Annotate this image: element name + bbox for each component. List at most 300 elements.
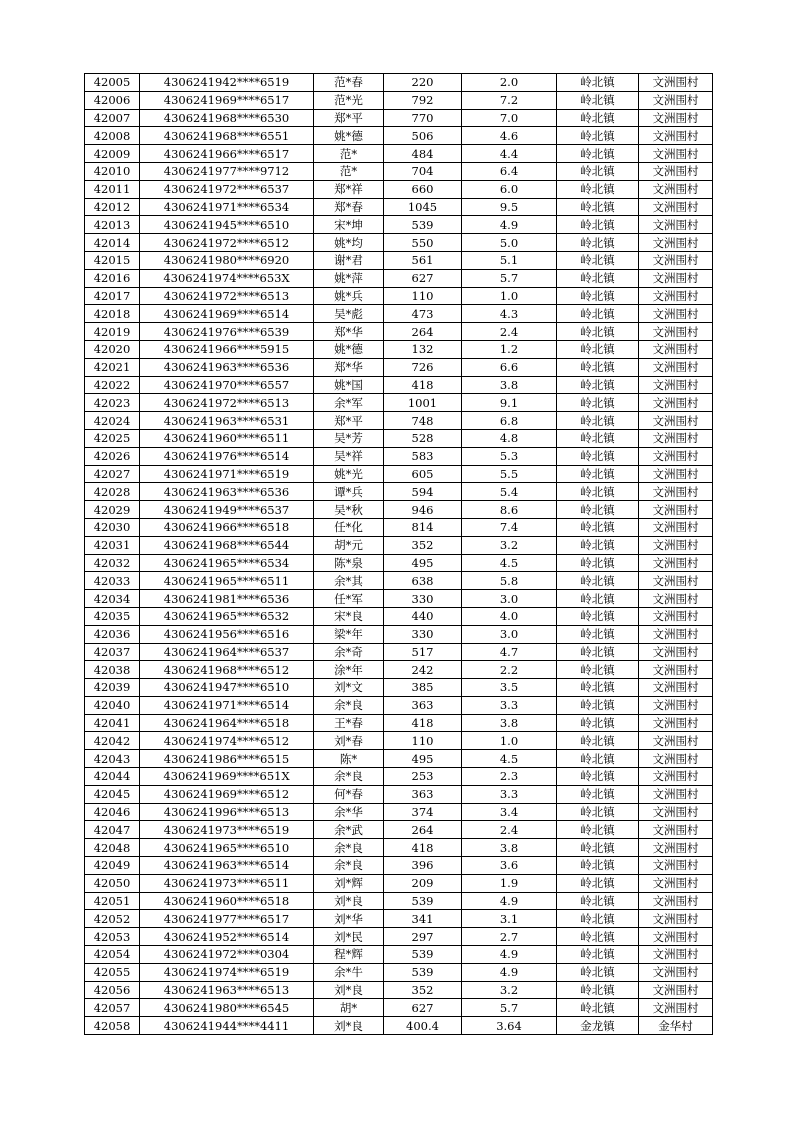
table-row xyxy=(85,216,713,234)
village-cell: 文洲围村 xyxy=(639,590,713,608)
name-cell: 谢*君 xyxy=(314,251,384,269)
town-cell: 金龙镇 xyxy=(557,1017,639,1035)
row-number-cell: 42051 xyxy=(85,892,140,910)
id-number-cell: 4306241963****6514 xyxy=(140,857,314,875)
area-cell: 4.9 xyxy=(462,963,557,981)
row-number-cell: 42047 xyxy=(85,821,140,839)
table-row xyxy=(85,785,713,803)
name-cell: 姚*萍 xyxy=(314,269,384,287)
town-cell: 岭北镇 xyxy=(557,536,639,554)
town-cell: 岭北镇 xyxy=(557,910,639,928)
id-number-cell: 4306241965****6534 xyxy=(140,554,314,572)
name-cell: 郑*华 xyxy=(314,358,384,376)
name-cell: 刘*良 xyxy=(314,892,384,910)
village-cell: 文洲围村 xyxy=(639,145,713,163)
row-number-cell: 42005 xyxy=(85,74,140,92)
table-row xyxy=(85,590,713,608)
amount-cell: 539 xyxy=(384,216,462,234)
id-number-cell: 4306241971****6534 xyxy=(140,198,314,216)
area-cell: 4.9 xyxy=(462,892,557,910)
area-cell: 1.9 xyxy=(462,874,557,892)
village-cell: 文洲围村 xyxy=(639,394,713,412)
village-cell: 文洲围村 xyxy=(639,323,713,341)
row-number-cell: 42050 xyxy=(85,874,140,892)
row-number-cell: 42028 xyxy=(85,483,140,501)
village-cell: 文洲围村 xyxy=(639,518,713,536)
amount-cell: 297 xyxy=(384,928,462,946)
table-row xyxy=(85,376,713,394)
name-cell: 姚*德 xyxy=(314,340,384,358)
row-number-cell: 42027 xyxy=(85,465,140,483)
amount-cell: 418 xyxy=(384,376,462,394)
village-cell: 文洲围村 xyxy=(639,785,713,803)
amount-cell: 605 xyxy=(384,465,462,483)
id-number-cell: 4306241972****6513 xyxy=(140,287,314,305)
village-cell: 文洲围村 xyxy=(639,536,713,554)
town-cell: 岭北镇 xyxy=(557,839,639,857)
name-cell: 刘*民 xyxy=(314,928,384,946)
area-cell: 5.1 xyxy=(462,251,557,269)
name-cell: 刘*春 xyxy=(314,732,384,750)
area-cell: 6.4 xyxy=(462,162,557,180)
town-cell: 岭北镇 xyxy=(557,180,639,198)
town-cell: 岭北镇 xyxy=(557,857,639,875)
town-cell: 岭北镇 xyxy=(557,714,639,732)
amount-cell: 748 xyxy=(384,412,462,430)
table-row xyxy=(85,323,713,341)
table-row xyxy=(85,946,713,964)
town-cell: 岭北镇 xyxy=(557,376,639,394)
town-cell: 岭北镇 xyxy=(557,358,639,376)
area-cell: 6.0 xyxy=(462,180,557,198)
village-cell: 文洲围村 xyxy=(639,572,713,590)
town-cell: 岭北镇 xyxy=(557,554,639,572)
table-row xyxy=(85,340,713,358)
area-cell: 6.8 xyxy=(462,412,557,430)
table-row xyxy=(85,465,713,483)
row-number-cell: 42025 xyxy=(85,429,140,447)
amount-cell: 539 xyxy=(384,892,462,910)
name-cell: 余*良 xyxy=(314,857,384,875)
amount-cell: 330 xyxy=(384,590,462,608)
town-cell: 岭北镇 xyxy=(557,661,639,679)
area-cell: 8.6 xyxy=(462,501,557,519)
amount-cell: 517 xyxy=(384,643,462,661)
town-cell: 岭北镇 xyxy=(557,429,639,447)
village-cell: 文洲围村 xyxy=(639,465,713,483)
name-cell: 刘*良 xyxy=(314,981,384,999)
amount-cell: 242 xyxy=(384,661,462,679)
name-cell: 刘*文 xyxy=(314,679,384,697)
town-cell: 岭北镇 xyxy=(557,483,639,501)
id-number-cell: 4306241968****6551 xyxy=(140,127,314,145)
row-number-cell: 42040 xyxy=(85,696,140,714)
table-row xyxy=(85,892,713,910)
id-number-cell: 4306241963****6531 xyxy=(140,412,314,430)
name-cell: 郑*平 xyxy=(314,109,384,127)
area-cell: 9.5 xyxy=(462,198,557,216)
name-cell: 任*化 xyxy=(314,518,384,536)
village-cell: 文洲围村 xyxy=(639,696,713,714)
town-cell: 岭北镇 xyxy=(557,785,639,803)
village-cell: 文洲围村 xyxy=(639,447,713,465)
village-cell: 文洲围村 xyxy=(639,874,713,892)
area-cell: 3.3 xyxy=(462,785,557,803)
row-number-cell: 42026 xyxy=(85,447,140,465)
area-cell: 2.2 xyxy=(462,661,557,679)
id-number-cell: 4306241968****6544 xyxy=(140,536,314,554)
name-cell: 余*良 xyxy=(314,696,384,714)
town-cell: 岭北镇 xyxy=(557,732,639,750)
village-cell: 文洲围村 xyxy=(639,946,713,964)
area-cell: 5.7 xyxy=(462,269,557,287)
name-cell: 刘*良 xyxy=(314,1017,384,1035)
row-number-cell: 42020 xyxy=(85,340,140,358)
village-cell: 文洲围村 xyxy=(639,679,713,697)
amount-cell: 341 xyxy=(384,910,462,928)
name-cell: 姚*均 xyxy=(314,234,384,252)
town-cell: 岭北镇 xyxy=(557,269,639,287)
name-cell: 程*辉 xyxy=(314,946,384,964)
town-cell: 岭北镇 xyxy=(557,109,639,127)
amount-cell: 400.4 xyxy=(384,1017,462,1035)
row-number-cell: 42049 xyxy=(85,857,140,875)
name-cell: 吴*芳 xyxy=(314,429,384,447)
row-number-cell: 42043 xyxy=(85,750,140,768)
village-cell: 金华村 xyxy=(639,1017,713,1035)
name-cell: 余*牛 xyxy=(314,963,384,981)
row-number-cell: 42031 xyxy=(85,536,140,554)
village-cell: 文洲围村 xyxy=(639,483,713,501)
id-number-cell: 4306241963****6513 xyxy=(140,981,314,999)
id-number-cell: 4306241973****6519 xyxy=(140,821,314,839)
town-cell: 岭北镇 xyxy=(557,803,639,821)
name-cell: 姚*国 xyxy=(314,376,384,394)
id-number-cell: 4306241966****5915 xyxy=(140,340,314,358)
table-row xyxy=(85,518,713,536)
name-cell: 姚*兵 xyxy=(314,287,384,305)
amount-cell: 220 xyxy=(384,74,462,92)
table-row xyxy=(85,1017,713,1035)
area-cell: 4.4 xyxy=(462,145,557,163)
town-cell: 岭北镇 xyxy=(557,590,639,608)
id-number-cell: 4306241965****6511 xyxy=(140,572,314,590)
village-cell: 文洲围村 xyxy=(639,821,713,839)
id-number-cell: 4306241949****6537 xyxy=(140,501,314,519)
table-row xyxy=(85,162,713,180)
village-cell: 文洲围村 xyxy=(639,127,713,145)
village-cell: 文洲围村 xyxy=(639,340,713,358)
table-row xyxy=(85,251,713,269)
id-number-cell: 4306241960****6518 xyxy=(140,892,314,910)
row-number-cell: 42008 xyxy=(85,127,140,145)
table-row xyxy=(85,768,713,786)
table-body xyxy=(85,74,713,1035)
id-number-cell: 4306241981****6536 xyxy=(140,590,314,608)
name-cell: 宋*坤 xyxy=(314,216,384,234)
id-number-cell: 4306241966****6518 xyxy=(140,518,314,536)
amount-cell: 561 xyxy=(384,251,462,269)
village-cell: 文洲围村 xyxy=(639,857,713,875)
area-cell: 4.7 xyxy=(462,643,557,661)
name-cell: 余*华 xyxy=(314,803,384,821)
id-number-cell: 4306241966****6517 xyxy=(140,145,314,163)
id-number-cell: 4306241972****6537 xyxy=(140,180,314,198)
name-cell: 王*春 xyxy=(314,714,384,732)
area-cell: 3.4 xyxy=(462,803,557,821)
village-cell: 文洲围村 xyxy=(639,768,713,786)
amount-cell: 396 xyxy=(384,857,462,875)
id-number-cell: 4306241972****6513 xyxy=(140,394,314,412)
amount-cell: 726 xyxy=(384,358,462,376)
area-cell: 7.2 xyxy=(462,91,557,109)
table-row xyxy=(85,750,713,768)
table-row xyxy=(85,269,713,287)
row-number-cell: 42057 xyxy=(85,999,140,1017)
town-cell: 岭北镇 xyxy=(557,572,639,590)
row-number-cell: 42012 xyxy=(85,198,140,216)
table-row xyxy=(85,74,713,92)
table-row xyxy=(85,821,713,839)
village-cell: 文洲围村 xyxy=(639,643,713,661)
area-cell: 3.0 xyxy=(462,590,557,608)
row-number-cell: 42038 xyxy=(85,661,140,679)
amount-cell: 264 xyxy=(384,323,462,341)
town-cell: 岭北镇 xyxy=(557,874,639,892)
amount-cell: 363 xyxy=(384,696,462,714)
name-cell: 范*春 xyxy=(314,74,384,92)
id-number-cell: 4306241947****6510 xyxy=(140,679,314,697)
id-number-cell: 4306241963****6536 xyxy=(140,358,314,376)
amount-cell: 495 xyxy=(384,554,462,572)
village-cell: 文洲围村 xyxy=(639,803,713,821)
row-number-cell: 42010 xyxy=(85,162,140,180)
table-row xyxy=(85,127,713,145)
name-cell: 谭*兵 xyxy=(314,483,384,501)
id-number-cell: 4306241965****6532 xyxy=(140,607,314,625)
area-cell: 5.7 xyxy=(462,999,557,1017)
village-cell: 文洲围村 xyxy=(639,198,713,216)
row-number-cell: 42015 xyxy=(85,251,140,269)
name-cell: 胡* xyxy=(314,999,384,1017)
area-cell: 2.4 xyxy=(462,821,557,839)
name-cell: 郑*春 xyxy=(314,198,384,216)
name-cell: 姚*光 xyxy=(314,465,384,483)
town-cell: 岭北镇 xyxy=(557,127,639,145)
row-number-cell: 42024 xyxy=(85,412,140,430)
village-cell: 文洲围村 xyxy=(639,376,713,394)
area-cell: 3.2 xyxy=(462,536,557,554)
name-cell: 郑*平 xyxy=(314,412,384,430)
village-cell: 文洲围村 xyxy=(639,287,713,305)
id-number-cell: 4306241980****6920 xyxy=(140,251,314,269)
row-number-cell: 42007 xyxy=(85,109,140,127)
table-row xyxy=(85,981,713,999)
village-cell: 文洲围村 xyxy=(639,216,713,234)
table-row xyxy=(85,447,713,465)
row-number-cell: 42033 xyxy=(85,572,140,590)
area-cell: 3.64 xyxy=(462,1017,557,1035)
row-number-cell: 42021 xyxy=(85,358,140,376)
amount-cell: 352 xyxy=(384,536,462,554)
area-cell: 7.0 xyxy=(462,109,557,127)
row-number-cell: 42037 xyxy=(85,643,140,661)
village-cell: 文洲围村 xyxy=(639,91,713,109)
id-number-cell: 4306241960****6511 xyxy=(140,429,314,447)
amount-cell: 484 xyxy=(384,145,462,163)
village-cell: 文洲围村 xyxy=(639,412,713,430)
name-cell: 余*其 xyxy=(314,572,384,590)
area-cell: 2.4 xyxy=(462,323,557,341)
row-number-cell: 42013 xyxy=(85,216,140,234)
id-number-cell: 4306241969****6517 xyxy=(140,91,314,109)
amount-cell: 132 xyxy=(384,340,462,358)
row-number-cell: 42055 xyxy=(85,963,140,981)
table-row xyxy=(85,696,713,714)
name-cell: 胡*元 xyxy=(314,536,384,554)
row-number-cell: 42032 xyxy=(85,554,140,572)
table-row xyxy=(85,109,713,127)
row-number-cell: 42035 xyxy=(85,607,140,625)
village-cell: 文洲围村 xyxy=(639,625,713,643)
id-number-cell: 4306241965****6510 xyxy=(140,839,314,857)
id-number-cell: 4306241964****6537 xyxy=(140,643,314,661)
table-row xyxy=(85,429,713,447)
area-cell: 4.9 xyxy=(462,946,557,964)
town-cell: 岭北镇 xyxy=(557,821,639,839)
amount-cell: 627 xyxy=(384,269,462,287)
town-cell: 岭北镇 xyxy=(557,892,639,910)
amount-cell: 418 xyxy=(384,714,462,732)
area-cell: 5.3 xyxy=(462,447,557,465)
id-number-cell: 4306241980****6545 xyxy=(140,999,314,1017)
area-cell: 6.6 xyxy=(462,358,557,376)
village-cell: 文洲围村 xyxy=(639,750,713,768)
table-row xyxy=(85,412,713,430)
table-row xyxy=(85,803,713,821)
row-number-cell: 42022 xyxy=(85,376,140,394)
amount-cell: 627 xyxy=(384,999,462,1017)
village-cell: 文洲围村 xyxy=(639,981,713,999)
row-number-cell: 42041 xyxy=(85,714,140,732)
name-cell: 吴*彪 xyxy=(314,305,384,323)
name-cell: 刘*辉 xyxy=(314,874,384,892)
name-cell: 余*良 xyxy=(314,768,384,786)
amount-cell: 440 xyxy=(384,607,462,625)
village-cell: 文洲围村 xyxy=(639,963,713,981)
table-row xyxy=(85,661,713,679)
row-number-cell: 42054 xyxy=(85,946,140,964)
table-row xyxy=(85,732,713,750)
village-cell: 文洲围村 xyxy=(639,928,713,946)
id-number-cell: 4306241963****6536 xyxy=(140,483,314,501)
name-cell: 梁*年 xyxy=(314,625,384,643)
id-number-cell: 4306241971****6514 xyxy=(140,696,314,714)
table-row xyxy=(85,287,713,305)
village-cell: 文洲围村 xyxy=(639,180,713,198)
table-row xyxy=(85,394,713,412)
row-number-cell: 42034 xyxy=(85,590,140,608)
amount-cell: 253 xyxy=(384,768,462,786)
id-number-cell: 4306241969****651X xyxy=(140,768,314,786)
town-cell: 岭北镇 xyxy=(557,234,639,252)
town-cell: 岭北镇 xyxy=(557,323,639,341)
town-cell: 岭北镇 xyxy=(557,251,639,269)
id-number-cell: 4306241977****6517 xyxy=(140,910,314,928)
village-cell: 文洲围村 xyxy=(639,429,713,447)
area-cell: 2.0 xyxy=(462,74,557,92)
village-cell: 文洲围村 xyxy=(639,162,713,180)
id-number-cell: 4306241972****0304 xyxy=(140,946,314,964)
area-cell: 3.8 xyxy=(462,839,557,857)
table-row xyxy=(85,874,713,892)
town-cell: 岭北镇 xyxy=(557,946,639,964)
name-cell: 范*光 xyxy=(314,91,384,109)
id-number-cell: 4306241969****6514 xyxy=(140,305,314,323)
table-row xyxy=(85,679,713,697)
id-number-cell: 4306241976****6514 xyxy=(140,447,314,465)
area-cell: 4.6 xyxy=(462,127,557,145)
row-number-cell: 42044 xyxy=(85,768,140,786)
row-number-cell: 42042 xyxy=(85,732,140,750)
id-number-cell: 4306241956****6516 xyxy=(140,625,314,643)
town-cell: 岭北镇 xyxy=(557,625,639,643)
amount-cell: 418 xyxy=(384,839,462,857)
row-number-cell: 42045 xyxy=(85,785,140,803)
table-row xyxy=(85,554,713,572)
village-cell: 文洲围村 xyxy=(639,305,713,323)
village-cell: 文洲围村 xyxy=(639,892,713,910)
table-row xyxy=(85,358,713,376)
table-row xyxy=(85,857,713,875)
town-cell: 岭北镇 xyxy=(557,162,639,180)
village-cell: 文洲围村 xyxy=(639,234,713,252)
row-number-cell: 42016 xyxy=(85,269,140,287)
town-cell: 岭北镇 xyxy=(557,465,639,483)
area-cell: 1.2 xyxy=(462,340,557,358)
id-number-cell: 4306241973****6511 xyxy=(140,874,314,892)
table-row xyxy=(85,963,713,981)
row-number-cell: 42030 xyxy=(85,518,140,536)
amount-cell: 660 xyxy=(384,180,462,198)
area-cell: 3.0 xyxy=(462,625,557,643)
amount-cell: 352 xyxy=(384,981,462,999)
area-cell: 5.5 xyxy=(462,465,557,483)
table-row xyxy=(85,839,713,857)
amount-cell: 110 xyxy=(384,732,462,750)
area-cell: 3.3 xyxy=(462,696,557,714)
town-cell: 岭北镇 xyxy=(557,394,639,412)
area-cell: 3.2 xyxy=(462,981,557,999)
name-cell: 吴*秋 xyxy=(314,501,384,519)
amount-cell: 1001 xyxy=(384,394,462,412)
id-number-cell: 4306241974****653X xyxy=(140,269,314,287)
amount-cell: 704 xyxy=(384,162,462,180)
town-cell: 岭北镇 xyxy=(557,74,639,92)
area-cell: 5.4 xyxy=(462,483,557,501)
id-number-cell: 4306241952****6514 xyxy=(140,928,314,946)
village-cell: 文洲围村 xyxy=(639,74,713,92)
town-cell: 岭北镇 xyxy=(557,287,639,305)
amount-cell: 946 xyxy=(384,501,462,519)
area-cell: 1.0 xyxy=(462,287,557,305)
id-number-cell: 4306241986****6515 xyxy=(140,750,314,768)
area-cell: 4.9 xyxy=(462,216,557,234)
village-cell: 文洲围村 xyxy=(639,501,713,519)
amount-cell: 473 xyxy=(384,305,462,323)
id-number-cell: 4306241968****6512 xyxy=(140,661,314,679)
id-number-cell: 4306241976****6539 xyxy=(140,323,314,341)
